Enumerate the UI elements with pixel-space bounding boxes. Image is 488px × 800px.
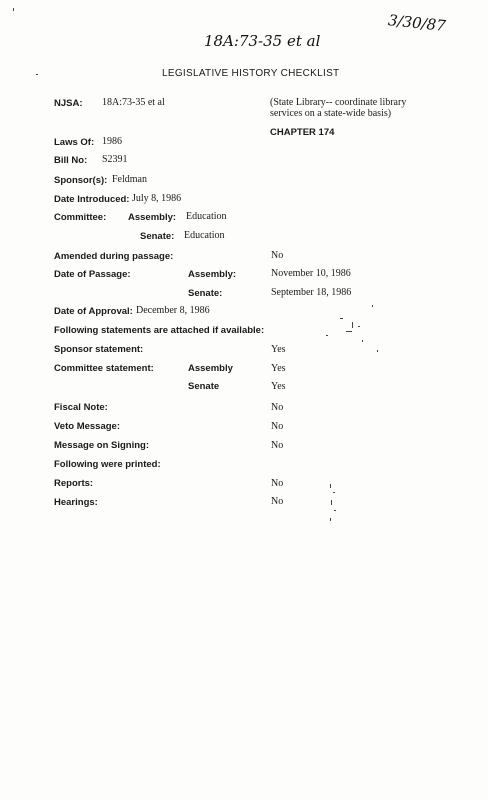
handwritten-date: 3/30/87: [387, 11, 447, 35]
committee-senate-label: Senate:: [140, 231, 175, 242]
amended-value: No: [271, 250, 284, 261]
committee-assembly-label: Assembly:: [128, 212, 177, 223]
passage-assembly-label: Assembly:: [188, 269, 237, 280]
reports-label: Reports:: [54, 478, 94, 489]
handwritten-citation: 18A:73-35 et al: [204, 32, 321, 50]
njsa-label: NJSA:: [54, 98, 83, 109]
committee-label: Committee:: [54, 212, 107, 223]
committee-statement-senate-value: Yes: [271, 381, 286, 392]
printed-heading: Following were printed:: [54, 459, 161, 470]
amended-label: Amended during passage:: [54, 251, 174, 262]
laws-of-label: Laws Of:: [54, 137, 95, 148]
attached-heading: Following statements are attached if available:: [54, 325, 265, 336]
sponsor-statement-label: Sponsor statement:: [54, 344, 144, 355]
signing-message-label: Message on Signing:: [54, 440, 150, 451]
subject-line-1: (State Library-- coordinate library: [270, 97, 407, 108]
sponsor-statement-value: Yes: [271, 344, 286, 355]
fiscal-note-label: Fiscal Note:: [54, 402, 108, 413]
committee-statement-assembly-label: Assembly: [188, 363, 233, 374]
sponsor-value: Feldman: [112, 174, 147, 185]
fiscal-note-value: No: [271, 402, 284, 413]
bill-no-value: S2391: [102, 154, 128, 165]
reports-value: No: [271, 478, 284, 489]
passage-senate-label: Senate:: [188, 288, 223, 299]
chapter: CHAPTER 174: [270, 127, 335, 138]
committee-statement-assembly-value: Yes: [271, 363, 286, 374]
bill-no-label: Bill No:: [54, 155, 88, 166]
hearings-label: Hearings:: [54, 497, 98, 508]
laws-of-value: 1986: [102, 136, 122, 147]
passage-senate-value: September 18, 1986: [271, 287, 352, 298]
committee-senate-value: Education: [184, 230, 225, 241]
committee-assembly-value: Education: [186, 211, 227, 222]
subject-line-2: services on a state-wide basis): [270, 108, 392, 119]
committee-statement-label: Committee statement:: [54, 363, 154, 374]
hearings-value: No: [271, 496, 284, 507]
passage-assembly-value: November 10, 1986: [271, 268, 351, 279]
date-introduced-value: July 8, 1986: [132, 193, 182, 204]
veto-message-label: Veto Message:: [54, 421, 120, 432]
document-title: LEGISLATIVE HISTORY CHECKLIST: [162, 68, 340, 79]
committee-statement-senate-label: Senate: [188, 381, 220, 392]
veto-message-value: No: [271, 421, 284, 432]
njsa-value: 18A:73-35 et al: [102, 97, 165, 108]
sponsor-label: Sponsor(s):: [54, 175, 108, 186]
date-introduced-label: Date Introduced:: [54, 194, 130, 205]
approval-label: Date of Approval:: [54, 306, 133, 317]
approval-value: December 8, 1986: [136, 305, 210, 316]
signing-message-value: No: [271, 440, 284, 451]
passage-label: Date of Passage:: [54, 269, 131, 280]
